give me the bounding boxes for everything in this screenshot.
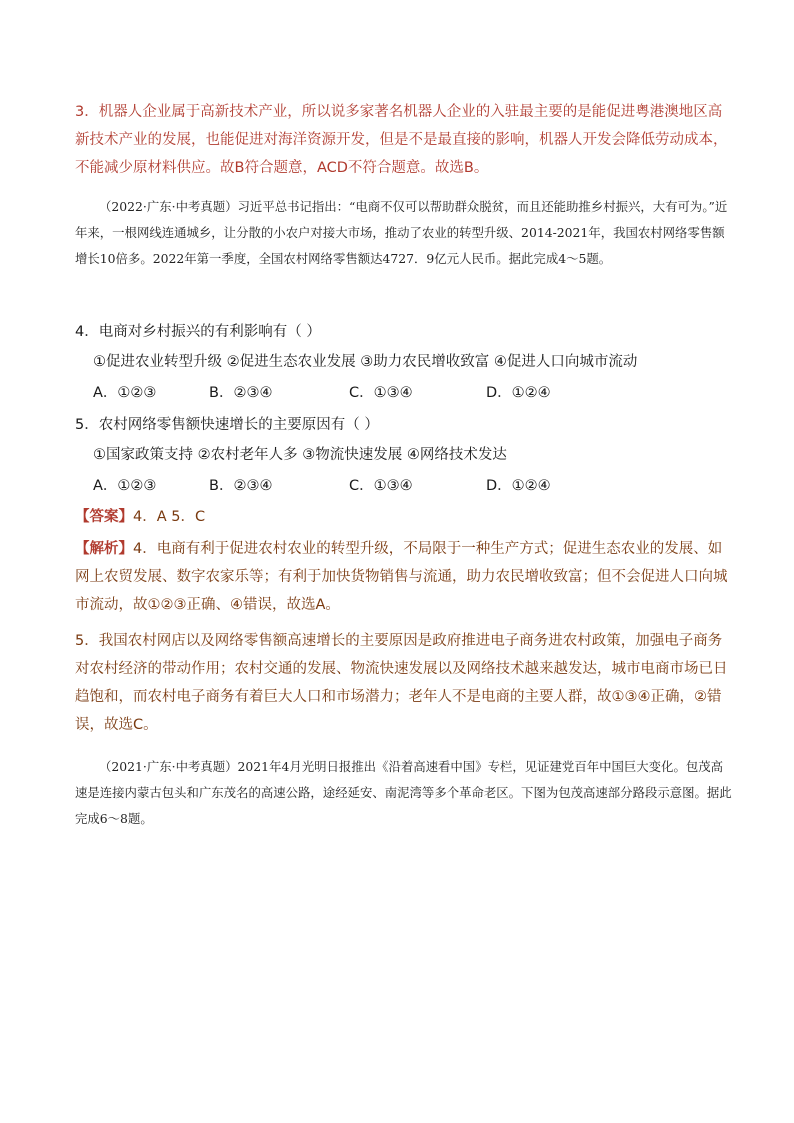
question-stem-4-5 (75, 194, 735, 272)
analysis-label: 【解析】 (75, 541, 133, 557)
q3-explanation-text: 机器人企业属于高新技术产业，所以说多家著名机器人企业的入驻最主要的是能促进粤港澳地区高新技术产业的发展，也能促进对海洋资源开发，但是不是最直接的影响，机器人开发会降低劳动成本，不能减少原材料供应。故B符合题意，ACD不符合题意。故选B。 (75, 104, 728, 176)
q4-option-c[interactable]: C．①③④ (349, 385, 413, 401)
analysis-q4 (75, 535, 735, 619)
analysis-q5-text: 5．我国农村网店以及网络零售额高速增长的主要原因是政府推进电子商务进农村政策，加强电子商务对农村经济的带动作用；农村交通的发展、物流快速发展以及网络技术越来越发达，城市电商市场已日趋饱和，而农村电子商务有着巨大人口和市场潜力；老年人不是电商的主要人群，故①③④正确，②错误，故选C。 (75, 633, 728, 733)
analysis-q4-text: 4．电商有利于促进农村农业的转型升级，不局限于一种生产方式；促进生态农业的发展、如网上农贸发展、数字农家乐等；有利于加快货物销售与流通，助力农民增收致富；但不会促进人口向城市流动，故①②③正确、④错误，故选A。 (75, 541, 728, 613)
q5-choices: ①国家政策支持 ②农村老年人多 ③物流快速发展 ④网络技术发达 (93, 447, 507, 463)
answer-line (75, 503, 205, 531)
q4-option-a[interactable]: A．①②③ (93, 385, 157, 401)
answer-label: 【答案】 (75, 509, 133, 525)
stem-4-5-text: （2022·广东·中考真题）习近平总书记指出：“电商不仅可以帮助群众脱贫，而且还能助推乡村振兴，大有可为。”近年来，一根网线连通城乡，让分散的小农户对接大市场，推动了农业的转型升级、2014-2021年，我国农村网络零售额增长10倍多。2022年第一季度，全国农村网络零售额达4727．9亿元人民币。据此完成4～5题。 (75, 199, 728, 266)
q5-option-b[interactable]: B．②③④ (209, 478, 273, 494)
q4-option-d[interactable]: D．①②④ (486, 385, 551, 401)
analysis-q5 (75, 627, 735, 739)
stem-6-8-text: （2021·广东·中考真题）2021年4月光明日报推出《沿着高速看中国》专栏，见证建党百年中国巨大变化。包茂高速是连接内蒙古包头和广东茂名的高速公路，途经延安、南泥湾等多个革命老区。下图为包茂高速部分路段示意图。据此完成6～8题。 (75, 759, 732, 826)
q3-number: 3． (75, 104, 99, 120)
q5-option-d[interactable]: D．①②④ (486, 478, 551, 494)
question-stem-6-8 (75, 754, 735, 832)
q4-choices: ①促进农业转型升级 ②促进生态农业发展 ③助力农民增收致富 ④促进人口向城市流动 (93, 354, 638, 370)
q5-option-a[interactable]: A．①②③ (93, 478, 157, 494)
q5-question: 5．农村网络零售额快速增长的主要原因有（ ） (75, 417, 379, 433)
q4-option-b[interactable]: B．②③④ (209, 385, 273, 401)
q4-question: 4．电商对乡村振兴的有利影响有（ ） (75, 324, 321, 340)
q5-option-c[interactable]: C．①③④ (349, 478, 413, 494)
answer-text: 4．A 5．C (133, 509, 206, 525)
q3-explanation (75, 98, 735, 182)
